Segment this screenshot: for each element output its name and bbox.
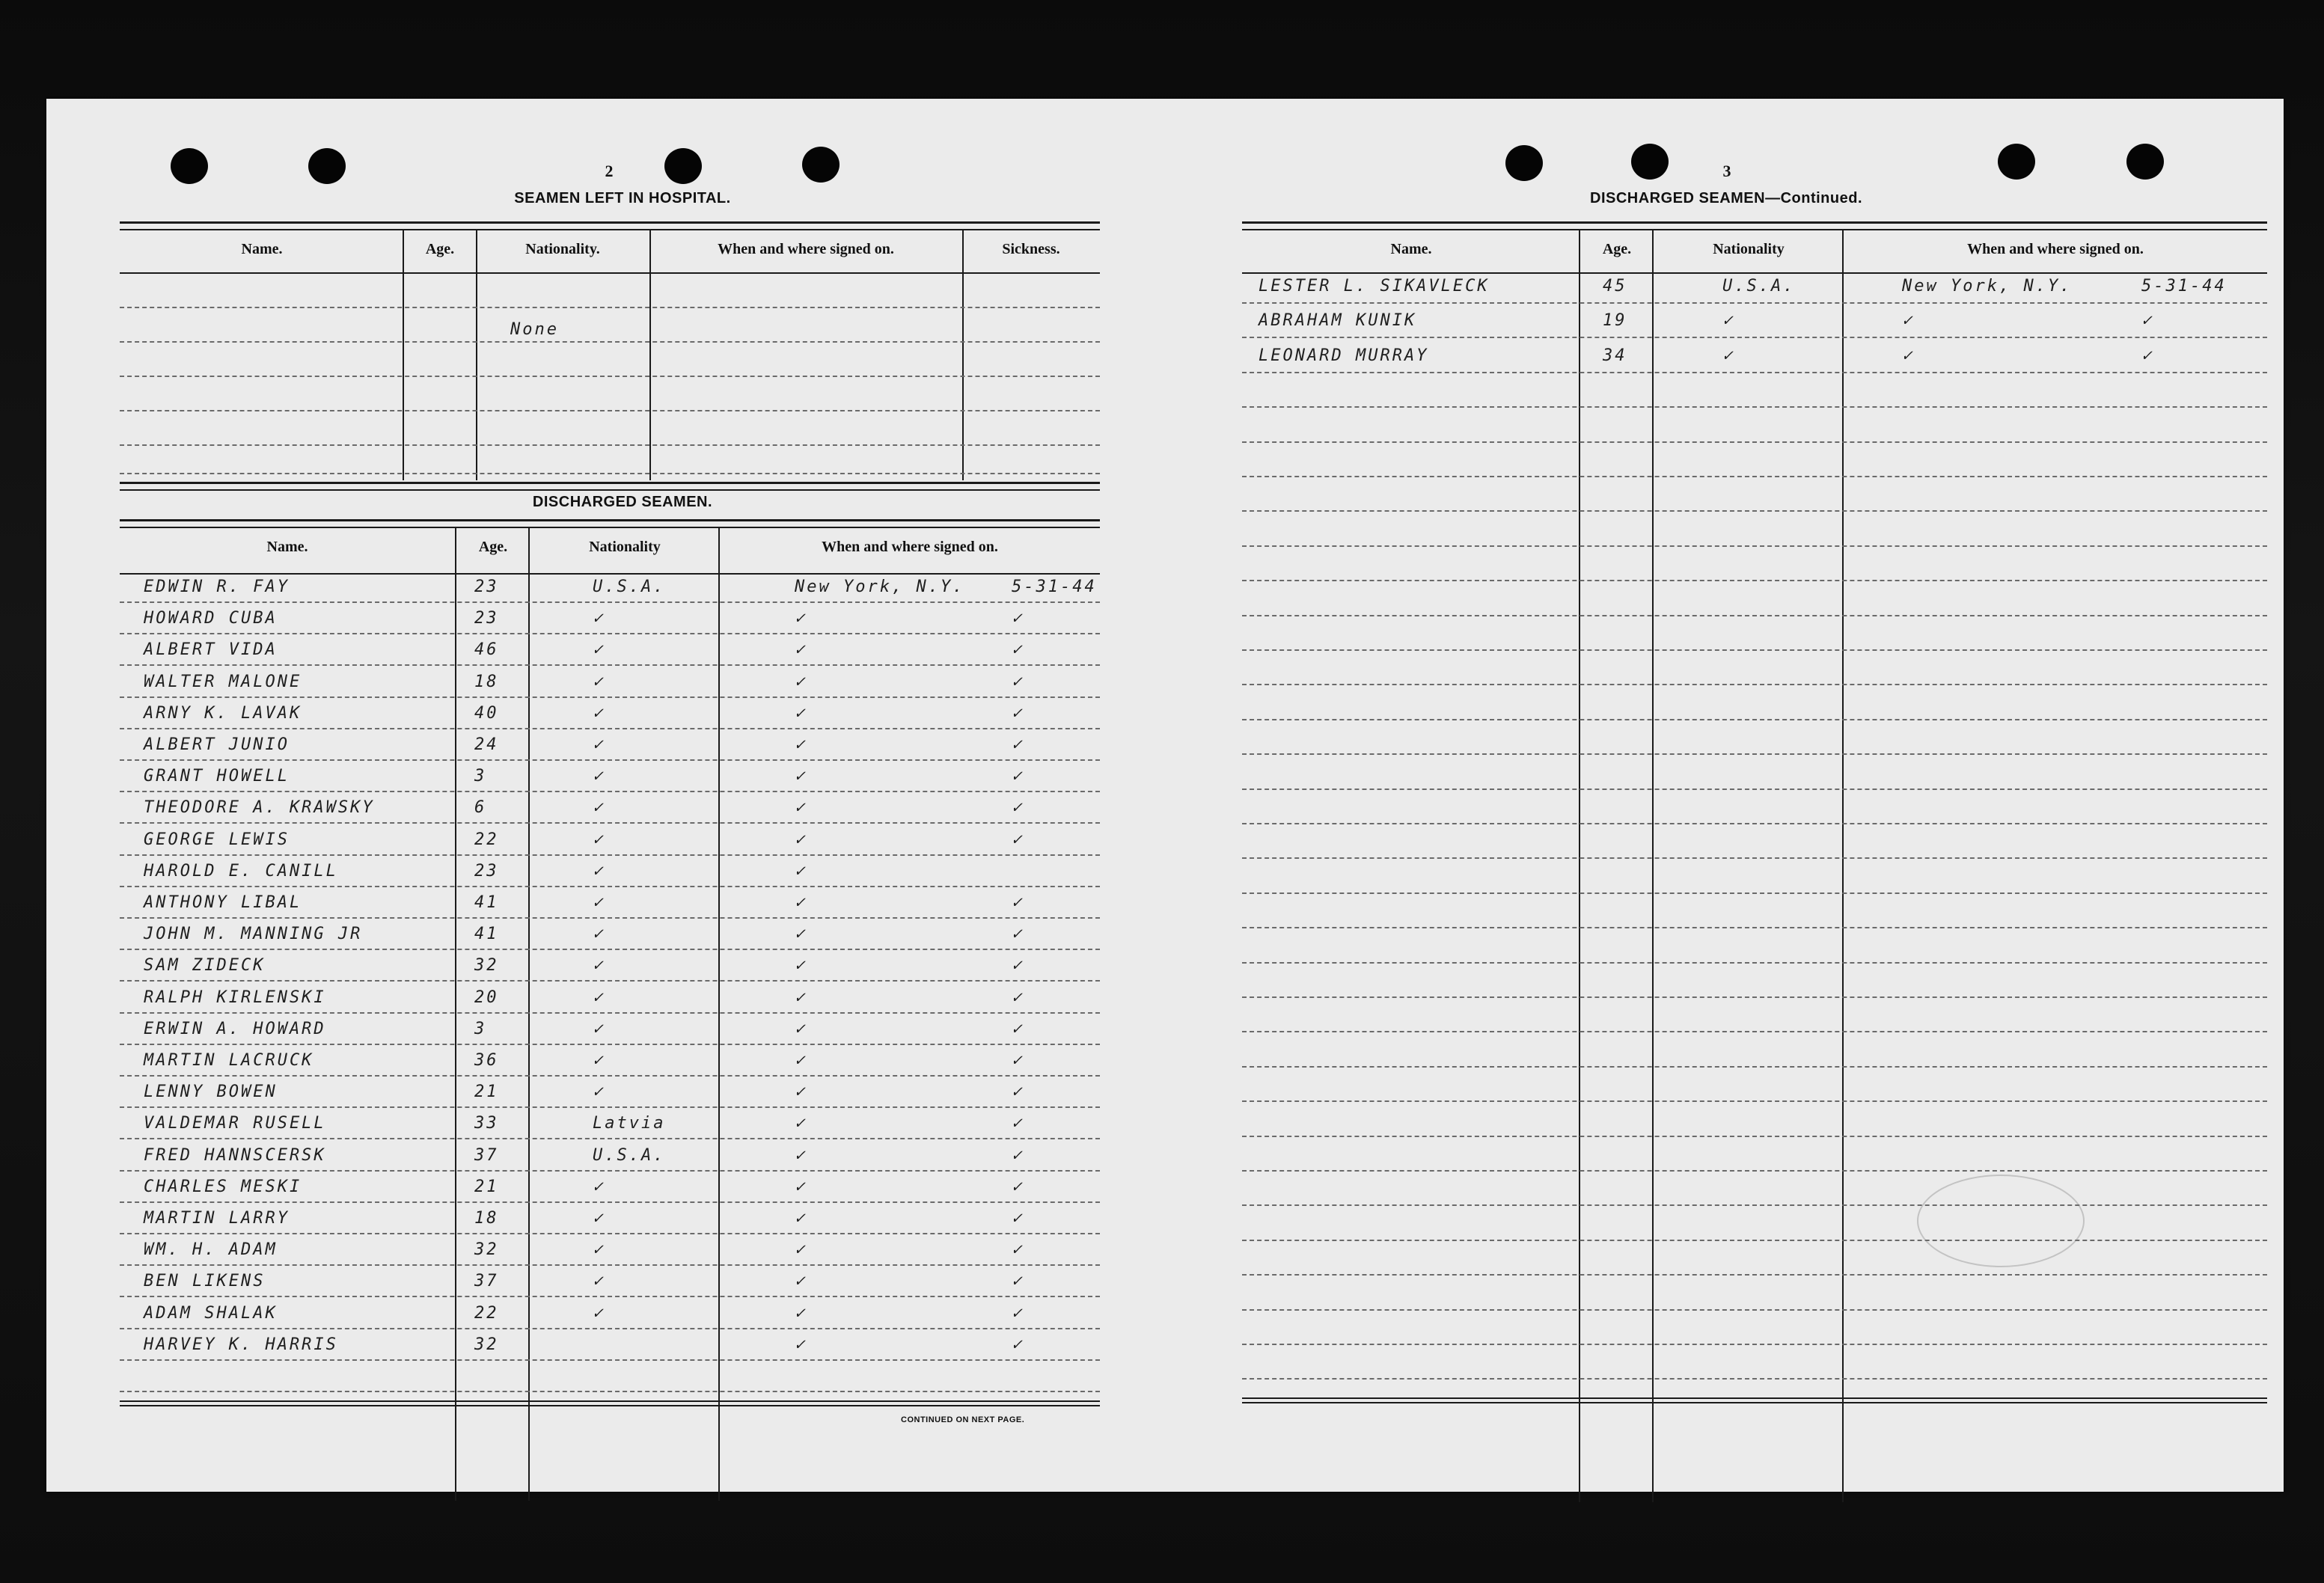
seaman-name: WALTER MALONE [144, 672, 302, 691]
column-divider [1579, 230, 1580, 1502]
seaman-age: 41 [474, 893, 499, 912]
signed-on-place: ✓ [795, 1272, 807, 1291]
signed-on-date: ✓ [2141, 311, 2154, 331]
section-rule [120, 482, 1100, 491]
col-age: Age. [478, 539, 508, 555]
signed-on-date: ✓ [1012, 609, 1024, 628]
seaman-age: 23 [474, 609, 499, 628]
seaman-name: ALBERT VIDA [144, 640, 278, 660]
signed-on-date: ✓ [1012, 1019, 1024, 1038]
ruled-line [120, 1201, 1100, 1203]
seaman-name: EDWIN R. FAY [144, 578, 290, 596]
seaman-name: HARVEY K. HARRIS [144, 1335, 338, 1354]
ruled-line [1242, 1170, 2267, 1172]
ruled-line [1242, 1378, 2267, 1380]
signed-on-date: ✓ [1012, 1303, 1024, 1323]
signed-on-place: ✓ [795, 830, 807, 849]
seaman-age: 36 [474, 1051, 499, 1070]
signed-on-date: ✓ [1012, 956, 1024, 976]
ruled-line [1242, 337, 2267, 338]
signed-on-place: ✓ [795, 1114, 807, 1133]
ruled-line [120, 949, 1100, 950]
ruled-line [120, 886, 1100, 887]
seaman-name: MARTIN LACRUCK [144, 1051, 314, 1070]
signed-on-place: ✓ [795, 640, 807, 660]
signed-on-place: ✓ [795, 925, 807, 944]
ruled-line [120, 1296, 1100, 1297]
ruled-line [120, 1264, 1100, 1266]
column-divider [962, 230, 964, 480]
seaman-nationality: ✓ [593, 893, 605, 912]
seaman-age: 40 [474, 703, 499, 723]
seaman-age: 22 [474, 1303, 499, 1323]
seaman-name: ABRAHAM KUNIK [1259, 311, 1417, 331]
seaman-name: THEODORE A. KRAWSKY [144, 798, 375, 818]
ruled-line [1242, 545, 2267, 547]
ruled-line [1242, 1240, 2267, 1241]
ruled-line [120, 376, 1100, 377]
seaman-nationality: ✓ [593, 925, 605, 944]
seaman-name: RALPH KIRLENSKI [144, 988, 326, 1007]
punch-hole [802, 147, 840, 183]
signed-on-place: ✓ [795, 609, 807, 628]
ruled-line [1242, 406, 2267, 408]
seaman-nationality: U.S.A. [593, 1145, 666, 1165]
seaman-nationality: ✓ [593, 988, 605, 1007]
column-divider [1842, 230, 1844, 1502]
seaman-name: JOHN M. MANNING JR [144, 925, 363, 944]
ruled-line [120, 696, 1100, 698]
ruled-line [1242, 441, 2267, 443]
signed-on-date: ✓ [1012, 798, 1024, 818]
header-rule [120, 221, 1100, 230]
seaman-nationality: ✓ [593, 830, 605, 849]
bottom-rule [120, 1405, 1100, 1406]
signed-on-date: ✓ [1012, 672, 1024, 691]
seaman-age: 37 [474, 1272, 499, 1291]
seaman-age: 37 [474, 1145, 499, 1165]
ruled-line [1242, 823, 2267, 824]
seaman-name: GEORGE LEWIS [144, 830, 290, 849]
seaman-age: 22 [474, 830, 499, 849]
column-divider [403, 230, 404, 480]
hospital-section-title: SEAMEN LEFT IN HOSPITAL. [514, 190, 731, 206]
signed-on-place: ✓ [795, 1019, 807, 1038]
ruled-line [1242, 789, 2267, 790]
seaman-age: 21 [474, 1083, 499, 1102]
ruled-line [120, 917, 1100, 919]
document-sheet [46, 99, 2284, 1492]
signed-on-place: ✓ [795, 1083, 807, 1102]
seaman-nationality: ✓ [593, 1240, 605, 1260]
header-underline [1242, 272, 2267, 274]
seaman-nationality: ✓ [593, 609, 605, 628]
seaman-name: LENNY BOWEN [144, 1083, 278, 1102]
seaman-name: FRED HANNSCERSK [144, 1145, 326, 1165]
signed-on-place: ✓ [795, 735, 807, 754]
col-when-where: When and where signed on. [1967, 241, 2144, 257]
ruled-line [1242, 510, 2267, 512]
column-divider [476, 230, 477, 480]
seaman-age: 19 [1603, 311, 1627, 331]
ruled-line [120, 307, 1100, 308]
col-when-where: When and where signed on. [718, 241, 894, 257]
seaman-age: 21 [474, 1177, 499, 1196]
signed-on-place: ✓ [795, 1145, 807, 1165]
ruled-line [1242, 649, 2267, 651]
seaman-age: 23 [474, 861, 499, 881]
seaman-nationality: ✓ [593, 1209, 605, 1228]
seaman-nationality: ✓ [593, 1083, 605, 1102]
seaman-age: 32 [474, 1240, 499, 1260]
ruled-line [1242, 892, 2267, 894]
ruled-line [120, 822, 1100, 824]
ruled-line [120, 1233, 1100, 1234]
col-name: Name. [266, 539, 308, 555]
signed-on-date: ✓ [1012, 830, 1024, 849]
ruled-line [1242, 962, 2267, 964]
signed-on-date: ✓ [1012, 767, 1024, 786]
seaman-name: HOWARD CUBA [144, 609, 278, 628]
signed-on-place: ✓ [1902, 311, 1915, 331]
seaman-name: MARTIN LARRY [144, 1209, 290, 1228]
ruled-line [120, 473, 1100, 474]
col-nationality: Nationality. [525, 241, 600, 257]
seaman-nationality: U.S.A. [593, 578, 666, 596]
header-underline [120, 272, 1100, 274]
col-name: Name. [241, 241, 283, 257]
ruled-line [120, 980, 1100, 982]
signed-on-date: ✓ [1012, 1145, 1024, 1165]
signed-on-place: ✓ [795, 767, 807, 786]
column-divider [718, 528, 720, 1501]
column-divider [1652, 230, 1654, 1502]
seaman-nationality: ✓ [593, 861, 605, 881]
seaman-nationality: ✓ [593, 1019, 605, 1038]
seaman-name: ARNY K. LAVAK [144, 703, 302, 723]
ruled-line [120, 1075, 1100, 1077]
ruled-line [120, 791, 1100, 792]
punch-hole [664, 148, 702, 184]
seaman-age: 20 [474, 988, 499, 1007]
ruled-line [1242, 1274, 2267, 1276]
seaman-age: 32 [474, 1335, 499, 1354]
faint-stamp [1917, 1175, 2085, 1267]
ruled-line [1242, 302, 2267, 304]
seaman-age: 33 [474, 1114, 499, 1133]
discharged-continued-title: DISCHARGED SEAMEN—Continued. [1590, 190, 1862, 206]
hospital-entry: None [510, 320, 559, 339]
signed-on-date: ✓ [1012, 1335, 1024, 1354]
seaman-name: BEN LIKENS [144, 1272, 266, 1291]
signed-on-place: ✓ [795, 1335, 807, 1354]
signed-on-date: ✓ [1012, 1240, 1024, 1260]
signed-on-place: New York, N.Y. [1902, 277, 2073, 296]
signed-on-date: ✓ [1012, 640, 1024, 660]
seaman-nationality: ✓ [593, 735, 605, 754]
signed-on-date: ✓ [1012, 1051, 1024, 1070]
signed-on-date: 5-31-44 [2141, 277, 2227, 296]
seaman-name: LEONARD MURRAY [1259, 346, 1429, 365]
seaman-name: HAROLD E. CANILL [144, 861, 338, 881]
bottom-rule [1242, 1397, 2267, 1399]
signed-on-place: ✓ [795, 672, 807, 691]
ruled-line [120, 1359, 1100, 1361]
seaman-age: 6 [474, 798, 487, 818]
ruled-line [1242, 719, 2267, 720]
ruled-line [120, 341, 1100, 343]
signed-on-place: ✓ [795, 861, 807, 881]
seaman-age: 3 [474, 767, 487, 786]
seaman-nationality: ✓ [593, 1051, 605, 1070]
signed-on-date: ✓ [1012, 735, 1024, 754]
ruled-line [1242, 1100, 2267, 1102]
punch-hole [2126, 144, 2164, 180]
seaman-age: 3 [474, 1019, 487, 1038]
header-rule [120, 519, 1100, 528]
column-divider [528, 528, 530, 1501]
seaman-age: 32 [474, 956, 499, 976]
seaman-age: 41 [474, 925, 499, 944]
seaman-age: 34 [1603, 346, 1627, 365]
continued-note: CONTINUED ON NEXT PAGE. [901, 1415, 1025, 1424]
ruled-line [120, 1170, 1100, 1172]
col-sickness: Sickness. [1002, 241, 1060, 257]
col-nationality: Nationality [1713, 241, 1785, 257]
column-divider [455, 528, 456, 1501]
col-name: Name. [1390, 241, 1432, 257]
seaman-nationality: ✓ [1722, 311, 1735, 331]
signed-on-place: ✓ [795, 1177, 807, 1196]
signed-on-place: ✓ [795, 1303, 807, 1323]
signed-on-date: 5-31-44 [1012, 578, 1097, 596]
seaman-name: LESTER L. SIKAVLECK [1259, 277, 1490, 296]
ruled-line [1242, 1136, 2267, 1137]
ruled-line [120, 759, 1100, 761]
seaman-name: ADAM SHALAK [144, 1303, 278, 1323]
seaman-nationality: ✓ [593, 703, 605, 723]
seaman-nationality: ✓ [593, 1272, 605, 1291]
discharged-section-title: DISCHARGED SEAMEN. [532, 494, 713, 510]
seaman-nationality: ✓ [593, 1177, 605, 1196]
ruled-line [120, 444, 1100, 446]
signed-on-date: ✓ [1012, 1177, 1024, 1196]
ruled-line [1242, 996, 2267, 998]
bottom-rule [1242, 1402, 2267, 1403]
ruled-line [1242, 1066, 2267, 1068]
ruled-line [1242, 684, 2267, 685]
signed-on-place: ✓ [795, 1240, 807, 1260]
ruled-line [1242, 476, 2267, 477]
seaman-name: WM. H. ADAM [144, 1240, 278, 1260]
punch-hole [1505, 145, 1543, 181]
col-nationality: Nationality [589, 539, 661, 555]
seaman-nationality: ✓ [593, 956, 605, 976]
col-age: Age. [1602, 241, 1632, 257]
col-when-where: When and where signed on. [822, 539, 998, 555]
signed-on-date: ✓ [1012, 1083, 1024, 1102]
signed-on-place: ✓ [795, 1051, 807, 1070]
header-underline [120, 573, 1100, 575]
ruled-line [120, 1328, 1100, 1329]
seaman-name: GRANT HOWELL [144, 767, 290, 786]
signed-on-place: ✓ [795, 703, 807, 723]
seaman-nationality: ✓ [593, 640, 605, 660]
ruled-line [1242, 1204, 2267, 1206]
ruled-line [120, 1044, 1100, 1045]
ruled-line [1242, 857, 2267, 859]
page-number: 3 [1722, 162, 1731, 180]
seaman-nationality: ✓ [593, 798, 605, 818]
seaman-nationality: Latvia [593, 1114, 666, 1133]
ruled-line [120, 1138, 1100, 1139]
seaman-nationality: ✓ [593, 672, 605, 691]
ruled-line [120, 410, 1100, 411]
ruled-line [120, 1391, 1100, 1392]
signed-on-date: ✓ [1012, 1209, 1024, 1228]
ruled-line [1242, 580, 2267, 581]
signed-on-date: ✓ [1012, 1272, 1024, 1291]
ruled-line [120, 601, 1100, 603]
punch-hole [1998, 144, 2035, 180]
ruled-line [1242, 753, 2267, 755]
col-age: Age. [425, 241, 455, 257]
signed-on-place: ✓ [795, 956, 807, 976]
punch-hole [1631, 144, 1669, 180]
seaman-name: ERWIN A. HOWARD [144, 1019, 326, 1038]
seaman-age: 18 [474, 1209, 499, 1228]
bottom-rule [120, 1400, 1100, 1402]
column-divider [649, 230, 651, 480]
seaman-nationality: ✓ [593, 767, 605, 786]
seaman-nationality: ✓ [1722, 346, 1735, 365]
signed-on-date: ✓ [1012, 703, 1024, 723]
ruled-line [1242, 1344, 2267, 1345]
seaman-age: 23 [474, 578, 499, 596]
seaman-age: 45 [1603, 277, 1627, 296]
ruled-line [120, 1106, 1100, 1108]
seaman-nationality: ✓ [593, 1303, 605, 1323]
ruled-line [1242, 372, 2267, 373]
seaman-name: ANTHONY LIBAL [144, 893, 302, 912]
ruled-line [120, 854, 1100, 856]
seaman-nationality: U.S.A. [1722, 277, 1796, 296]
signed-on-place: ✓ [1902, 346, 1915, 365]
seaman-name: CHARLES MESKI [144, 1177, 302, 1196]
signed-on-date: ✓ [1012, 988, 1024, 1007]
punch-hole [171, 148, 208, 184]
seaman-age: 46 [474, 640, 499, 660]
seaman-age: 24 [474, 735, 499, 754]
signed-on-place: ✓ [795, 1209, 807, 1228]
ruled-line [120, 1012, 1100, 1014]
seaman-name: SAM ZIDECK [144, 956, 266, 976]
seaman-name: VALDEMAR RUSELL [144, 1114, 326, 1133]
ruled-line [1242, 1031, 2267, 1032]
ruled-line [120, 728, 1100, 729]
ruled-line [1242, 1309, 2267, 1311]
page-number: 2 [605, 162, 614, 180]
signed-on-date: ✓ [1012, 925, 1024, 944]
signed-on-date: ✓ [2141, 346, 2154, 365]
header-rule [1242, 221, 2267, 230]
signed-on-date: ✓ [1012, 1114, 1024, 1133]
signed-on-date: ✓ [1012, 893, 1024, 912]
signed-on-place: New York, N.Y. [795, 578, 965, 596]
ruled-line [120, 633, 1100, 634]
punch-hole [308, 148, 346, 184]
ruled-line [1242, 927, 2267, 928]
seaman-age: 18 [474, 672, 499, 691]
signed-on-place: ✓ [795, 798, 807, 818]
signed-on-place: ✓ [795, 893, 807, 912]
seaman-name: ALBERT JUNIO [144, 735, 290, 754]
ruled-line [1242, 615, 2267, 616]
signed-on-place: ✓ [795, 988, 807, 1007]
ruled-line [120, 664, 1100, 666]
